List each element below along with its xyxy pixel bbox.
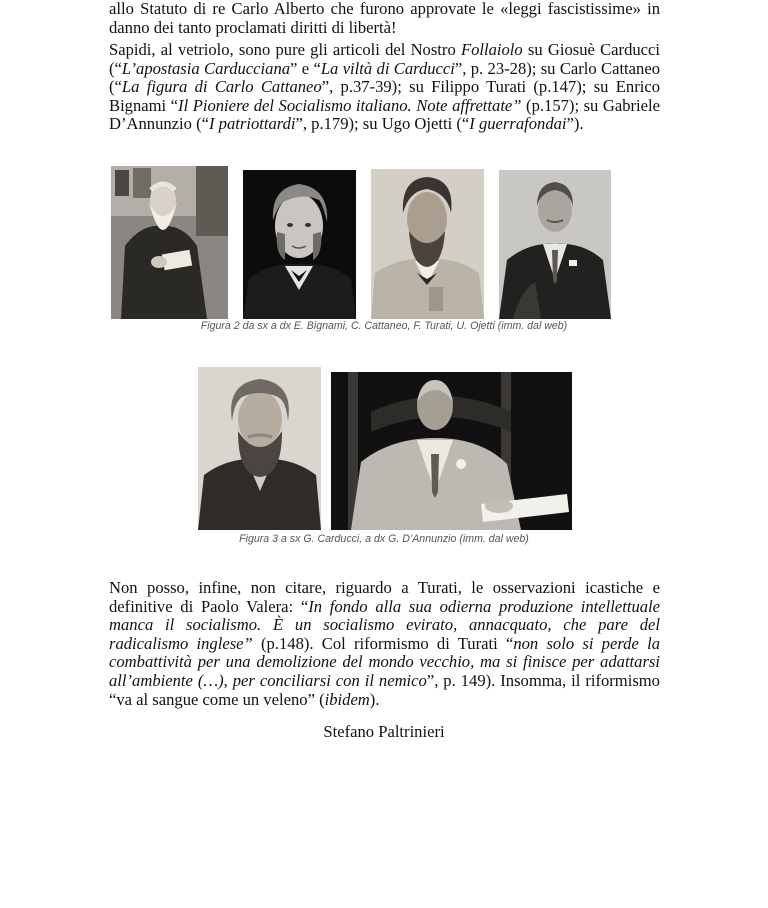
paragraph-intro	[109, 0, 660, 37]
text-segment: ”, p. 23-28); su Carlo Cattaneo (“	[109, 58, 660, 97]
portrait-bignami	[111, 166, 228, 319]
portrait-turati	[371, 169, 484, 319]
text-segment: ” e “	[290, 58, 321, 78]
paragraph-intro-text: allo Statuto di re Carlo Alberto che furono approvate le «leggi fascistissime» in danno dei tanto proclamati diritti di libertà!	[109, 0, 660, 37]
text-segment-italic: I patriottardi	[209, 114, 296, 134]
text-segment-italic: ibidem	[324, 689, 370, 709]
text-segment: ).	[369, 689, 380, 709]
text-segment-italic: non solo si perde la combattività per una demolizione del mondo vecchio, ma si finisce per adattarsi all’ambiente (…), per conciliarsi con il nemico	[109, 633, 660, 690]
text-segment: ”, p.37-39); su Filippo Turati (p.147); su Enrico Bignami “	[109, 77, 660, 115]
text-segment: ”, p.179); su Ugo Ojetti (“	[295, 114, 470, 134]
text-segment-italic: La viltà di Carducci	[320, 58, 455, 78]
portrait-ojetti	[499, 170, 611, 319]
text-segment: (p.157); su Gabriele D’Annunzio (“	[109, 95, 660, 134]
paragraph-articles	[109, 41, 660, 134]
portrait-dannunzio	[331, 372, 572, 530]
figure-3-caption: Figura 3 a sx G. Carducci, a dx G. D’Annunzio (imm. dal web)	[239, 533, 529, 545]
text-segment-italic: In fondo alla sua odierna produzione intellettuale manca il socialismo. È un socialismo evirato, annacquato, che pare del radicalismo inglese”	[109, 596, 661, 653]
text-segment: ”, p. 149). Insomma, il riformismo “va al sangue come un veleno” (	[109, 670, 660, 709]
text-segment: su Giosuè Carducci (“	[109, 40, 660, 78]
paragraph-valera	[109, 579, 660, 709]
author-signature: Stefano Paltrinieri	[323, 722, 445, 741]
text-segment-italic: L’apostasia Carducciana	[121, 58, 291, 78]
text-segment: Sapidi, al vetriolo, sono pure gli articoli del Nostro	[109, 40, 461, 59]
text-segment: ”).	[566, 114, 584, 134]
text-segment-italic: I guerrafondai	[469, 114, 567, 134]
text-segment-italic: Follaiolo	[460, 40, 523, 59]
text-segment-italic: Il Pioniere del Socialismo italiano. Note affrettate”	[178, 95, 522, 115]
text-segment-italic: La figura di Carlo Cattaneo	[121, 77, 322, 97]
text-segment: Non posso, infine, non citare, riguardo a Turati, le osservazioni icastiche e definitive di Paolo Valera: “	[109, 578, 660, 616]
portrait-carducci	[198, 367, 321, 530]
figure-2-caption: Figura 2 da sx a dx E. Bignami, C. Cattaneo, F. Turati, U. Ojetti (imm. dal web)	[200, 320, 568, 332]
text-segment: (p.148). Col riformismo di Turati “	[252, 633, 514, 653]
portrait-cattaneo	[243, 170, 356, 319]
